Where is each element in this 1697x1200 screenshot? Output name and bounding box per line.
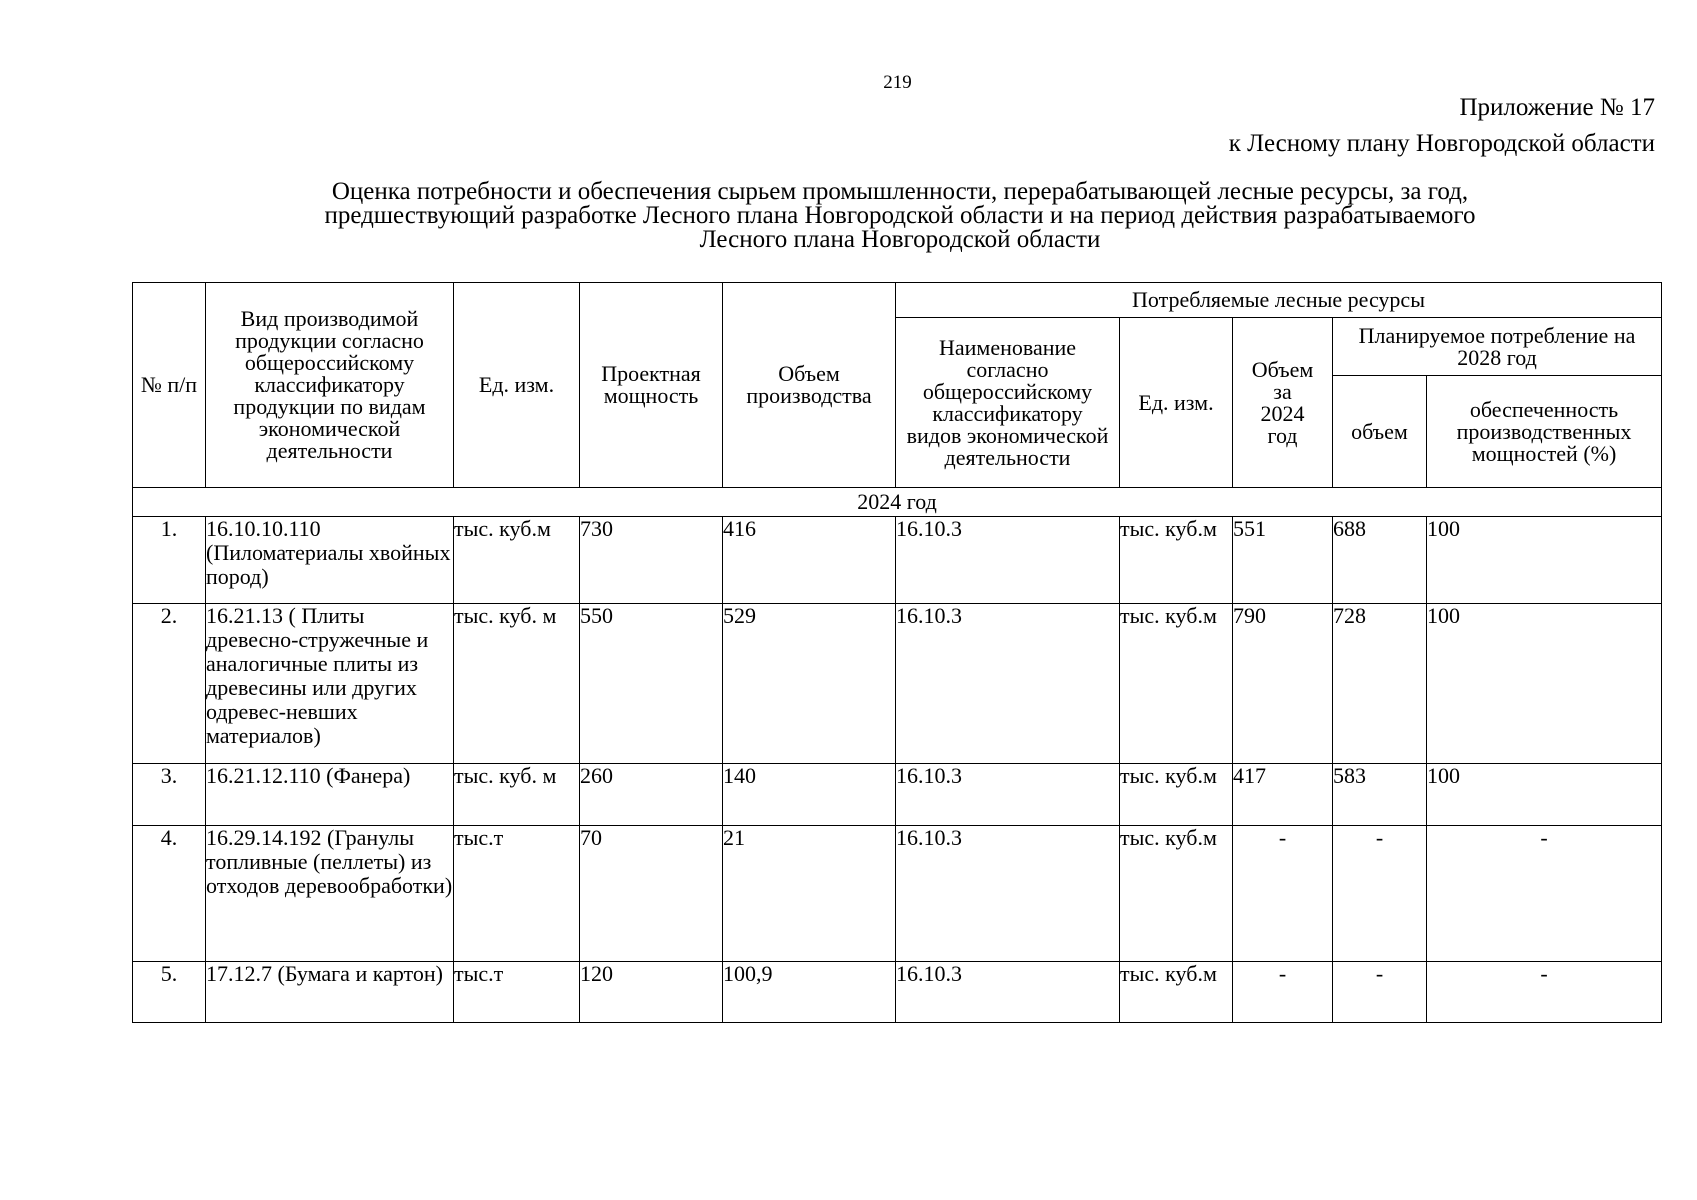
cell-resource-code: 16.10.3 bbox=[896, 604, 1120, 764]
cell-num: 5. bbox=[133, 962, 206, 1023]
title-line-3: Лесного плана Новгородской области bbox=[699, 226, 1101, 253]
header-volume-2024: Объем за 2024 год bbox=[1233, 318, 1333, 488]
header-resource-name: Наименование согласно общероссийскому классификатору видов экономической деятельности bbox=[896, 318, 1120, 488]
cell-resource-code: 16.10.3 bbox=[896, 764, 1120, 826]
cell-production: 140 bbox=[723, 764, 896, 826]
cell-volume-2024: - bbox=[1233, 826, 1333, 962]
cell-unit: тыс. куб. м bbox=[454, 764, 580, 826]
cell-resource-unit: тыс. куб.м bbox=[1120, 604, 1233, 764]
cell-planned-volume: - bbox=[1333, 962, 1427, 1023]
cell-unit: тыс.т bbox=[454, 962, 580, 1023]
header-planned-2028: Планируемое потребление на 2028 год bbox=[1333, 318, 1662, 376]
header-resource-unit: Ед. изм. bbox=[1120, 318, 1233, 488]
page-number: 219 bbox=[883, 72, 912, 93]
cell-unit: тыс. куб. м bbox=[454, 604, 580, 764]
header-capacity-supply: обеспеченность производственных мощностей (%) bbox=[1427, 376, 1662, 488]
cell-volume-2024: 551 bbox=[1233, 517, 1333, 604]
header-consumed-resources: Потребляемые лесные ресурсы bbox=[896, 283, 1662, 318]
cell-resource-unit: тыс. куб.м bbox=[1120, 962, 1233, 1023]
cell-resource-code: 16.10.3 bbox=[896, 517, 1120, 604]
cell-product: 16.29.14.192 (Гранулы топливные (пеллеты) из отходов деревообработки) bbox=[206, 826, 454, 962]
header-production-volume: Объем производства bbox=[723, 283, 896, 488]
cell-product: 16.10.10.110 (Пиломатериалы хвойных пород) bbox=[206, 517, 454, 604]
cell-product: 16.21.12.110 (Фанера) bbox=[206, 764, 454, 826]
cell-product: 17.12.7 (Бумага и картон) bbox=[206, 962, 454, 1023]
table-row bbox=[133, 764, 1662, 826]
table-row bbox=[133, 826, 1662, 962]
table-row bbox=[133, 962, 1662, 1023]
cell-num: 3. bbox=[133, 764, 206, 826]
appendix-reference: к Лесному плану Новгородской области bbox=[1228, 130, 1655, 157]
resource-table bbox=[132, 282, 1662, 1023]
header-unit: Ед. изм. bbox=[454, 283, 580, 488]
header-num: № п/п bbox=[133, 283, 206, 488]
document-title bbox=[200, 180, 1600, 252]
cell-capacity: 120 bbox=[580, 962, 723, 1023]
cell-planned-volume: 728 bbox=[1333, 604, 1427, 764]
cell-product: 16.21.13 ( Плиты древесно-стружечные и аналогичные плиты из древесины или других одревес-невших материалов) bbox=[206, 604, 454, 764]
cell-supply: 100 bbox=[1427, 764, 1662, 826]
cell-resource-unit: тыс. куб.м bbox=[1120, 764, 1233, 826]
cell-num: 4. bbox=[133, 826, 206, 962]
cell-planned-volume: 688 bbox=[1333, 517, 1427, 604]
cell-unit: тыс. куб.м bbox=[454, 517, 580, 604]
header-product-type: Вид производимой продукции согласно общероссийскому классификатору продукции по видам экономической деятельности bbox=[206, 283, 454, 488]
cell-capacity: 260 bbox=[580, 764, 723, 826]
cell-volume-2024: - bbox=[1233, 962, 1333, 1023]
cell-resource-code: 16.10.3 bbox=[896, 962, 1120, 1023]
cell-capacity: 550 bbox=[580, 604, 723, 764]
cell-supply: - bbox=[1427, 826, 1662, 962]
cell-num: 1. bbox=[133, 517, 206, 604]
cell-capacity: 730 bbox=[580, 517, 723, 604]
table-row bbox=[133, 517, 1662, 604]
cell-unit: тыс.т bbox=[454, 826, 580, 962]
cell-production: 100,9 bbox=[723, 962, 896, 1023]
cell-supply: 100 bbox=[1427, 604, 1662, 764]
appendix-number: Приложение № 17 bbox=[1459, 94, 1655, 121]
cell-resource-unit: тыс. куб.м bbox=[1120, 517, 1233, 604]
cell-volume-2024: 417 bbox=[1233, 764, 1333, 826]
cell-production: 21 bbox=[723, 826, 896, 962]
cell-resource-code: 16.10.3 bbox=[896, 826, 1120, 962]
table-row bbox=[133, 604, 1662, 764]
cell-num: 2. bbox=[133, 604, 206, 764]
cell-resource-unit: тыс. куб.м bbox=[1120, 826, 1233, 962]
cell-production: 416 bbox=[723, 517, 896, 604]
title-line-1: Оценка потребности и обеспечения сырьем промышленности, перерабатывающей лесные ресурсы, за год, bbox=[331, 178, 1469, 205]
title-line-2: предшествующий разработке Лесного плана Новгородской области и на период действия разрабатываемого bbox=[324, 202, 1476, 229]
cell-planned-volume: - bbox=[1333, 826, 1427, 962]
cell-planned-volume: 583 bbox=[1333, 764, 1427, 826]
header-planned-volume: объем bbox=[1333, 376, 1427, 488]
header-design-capacity: Проектная мощность bbox=[580, 283, 723, 488]
cell-supply: - bbox=[1427, 962, 1662, 1023]
cell-production: 529 bbox=[723, 604, 896, 764]
cell-volume-2024: 790 bbox=[1233, 604, 1333, 764]
section-year: 2024 год bbox=[133, 488, 1662, 517]
cell-capacity: 70 bbox=[580, 826, 723, 962]
cell-supply: 100 bbox=[1427, 517, 1662, 604]
